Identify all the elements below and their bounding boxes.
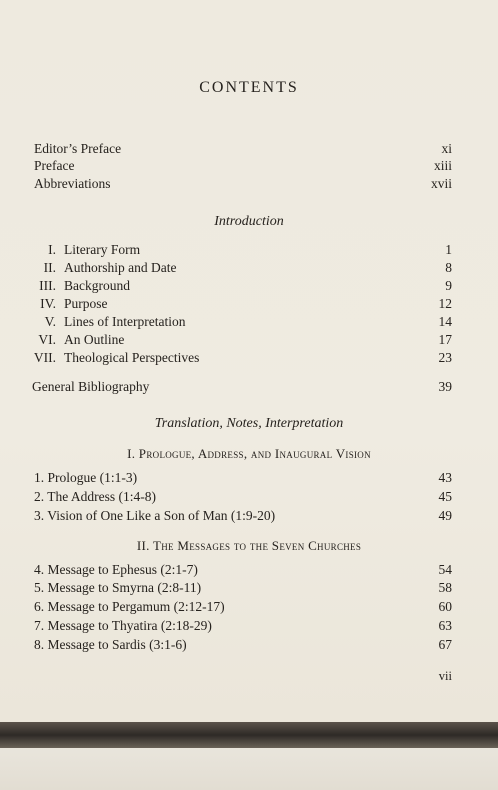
toc-entry-number: VI. <box>38 332 56 347</box>
toc-entry-page: 12 <box>438 296 452 311</box>
toc-entry-label: Literary Form <box>64 242 141 257</box>
part-heading: I. Prologue, Address, and Inaugural Vision <box>127 446 371 461</box>
toc-entry <box>0 141 498 157</box>
toc-entry-page: 60 <box>438 599 452 614</box>
toc-entry <box>0 332 498 348</box>
toc-entry-label: Lines of Interpretation <box>64 314 186 329</box>
toc-entry <box>0 470 498 486</box>
toc-entry <box>0 278 498 294</box>
toc-entry-page: 58 <box>438 580 452 595</box>
toc-entry-label: Theological Perspectives <box>64 350 200 365</box>
toc-entry-page: xiii <box>433 158 452 173</box>
toc-entry-bibliography <box>0 379 498 395</box>
toc-entry <box>0 599 498 615</box>
toc-entry-page: 67 <box>438 637 452 652</box>
toc-entry <box>0 508 498 524</box>
toc-entry-page: 9 <box>445 278 452 293</box>
toc-entry-page: 45 <box>438 489 452 504</box>
toc-entry-label: 4. Message to Ephesus (2:1-7) <box>34 562 198 577</box>
toc-entry-label: Background <box>64 278 130 293</box>
toc-entry-label: Editor’s Preface <box>34 141 122 156</box>
toc-entry <box>0 158 498 174</box>
toc-entry <box>0 489 498 505</box>
toc-entry-page: 8 <box>445 260 452 275</box>
toc-entry-label: 6. Message to Pergamum (2:12-17) <box>34 599 225 614</box>
toc-entry-page: 54 <box>438 562 452 577</box>
toc-entry-label: 2. The Address (1:4-8) <box>34 489 156 504</box>
page-title: CONTENTS <box>199 79 299 96</box>
toc-entry-label: 5. Message to Smyrna (2:8-11) <box>34 580 202 595</box>
toc-entry-label: 1. Prologue (1:1-3) <box>34 470 138 485</box>
toc-entry-label: Abbreviations <box>34 176 111 191</box>
toc-entry <box>0 618 498 634</box>
background-surface <box>0 748 498 790</box>
toc-entry <box>0 260 498 276</box>
section-heading-translation: Translation, Notes, Interpretation <box>154 416 344 431</box>
toc-entry-page: 39 <box>438 379 452 394</box>
toc-entry-number: III. <box>39 278 56 293</box>
toc-entry-number: II. <box>43 260 56 275</box>
toc-entry-page: 14 <box>438 314 452 329</box>
toc-entry-page: 17 <box>438 332 452 347</box>
toc-entry-number: VII. <box>33 350 56 365</box>
toc-entry <box>0 562 498 578</box>
toc-entry-label: 3. Vision of One Like a Son of Man (1:9-20) <box>34 508 276 523</box>
toc-entry-label: Preface <box>34 158 75 173</box>
toc-entry <box>0 637 498 653</box>
toc-entry <box>0 296 498 312</box>
toc-entry-number: I. <box>48 242 56 257</box>
toc-entry <box>0 176 498 192</box>
toc-entry-page: xvii <box>430 176 452 191</box>
toc-entry <box>0 350 498 366</box>
toc-entry-label: An Outline <box>64 332 125 347</box>
toc-entry-number: IV. <box>40 296 56 311</box>
toc-entry-label: Authorship and Date <box>64 260 177 275</box>
toc-entry-number: V. <box>44 314 56 329</box>
page-edge-shadow <box>0 722 498 748</box>
toc-entry-page: 63 <box>438 618 452 633</box>
toc-entry-label: Purpose <box>64 296 108 311</box>
toc-entry-page: 1 <box>445 242 452 257</box>
toc-entry-page: 43 <box>438 470 452 485</box>
toc-entry <box>0 314 498 330</box>
toc-entry-page: 49 <box>438 508 452 523</box>
toc-entry-page: 23 <box>438 350 452 365</box>
section-heading-introduction: Introduction <box>214 214 284 229</box>
toc-entry-label: General Bibliography <box>32 379 150 394</box>
toc-entry-label: 8. Message to Sardis (3:1-6) <box>34 637 187 652</box>
part-heading: II. The Messages to the Seven Churches <box>136 538 362 553</box>
toc-entry-page: xi <box>441 141 452 156</box>
toc-entry-label: 7. Message to Thyatira (2:18-29) <box>34 618 212 633</box>
toc-entry <box>0 242 498 258</box>
toc-entry <box>0 580 498 596</box>
page-folio: vii <box>438 669 452 683</box>
